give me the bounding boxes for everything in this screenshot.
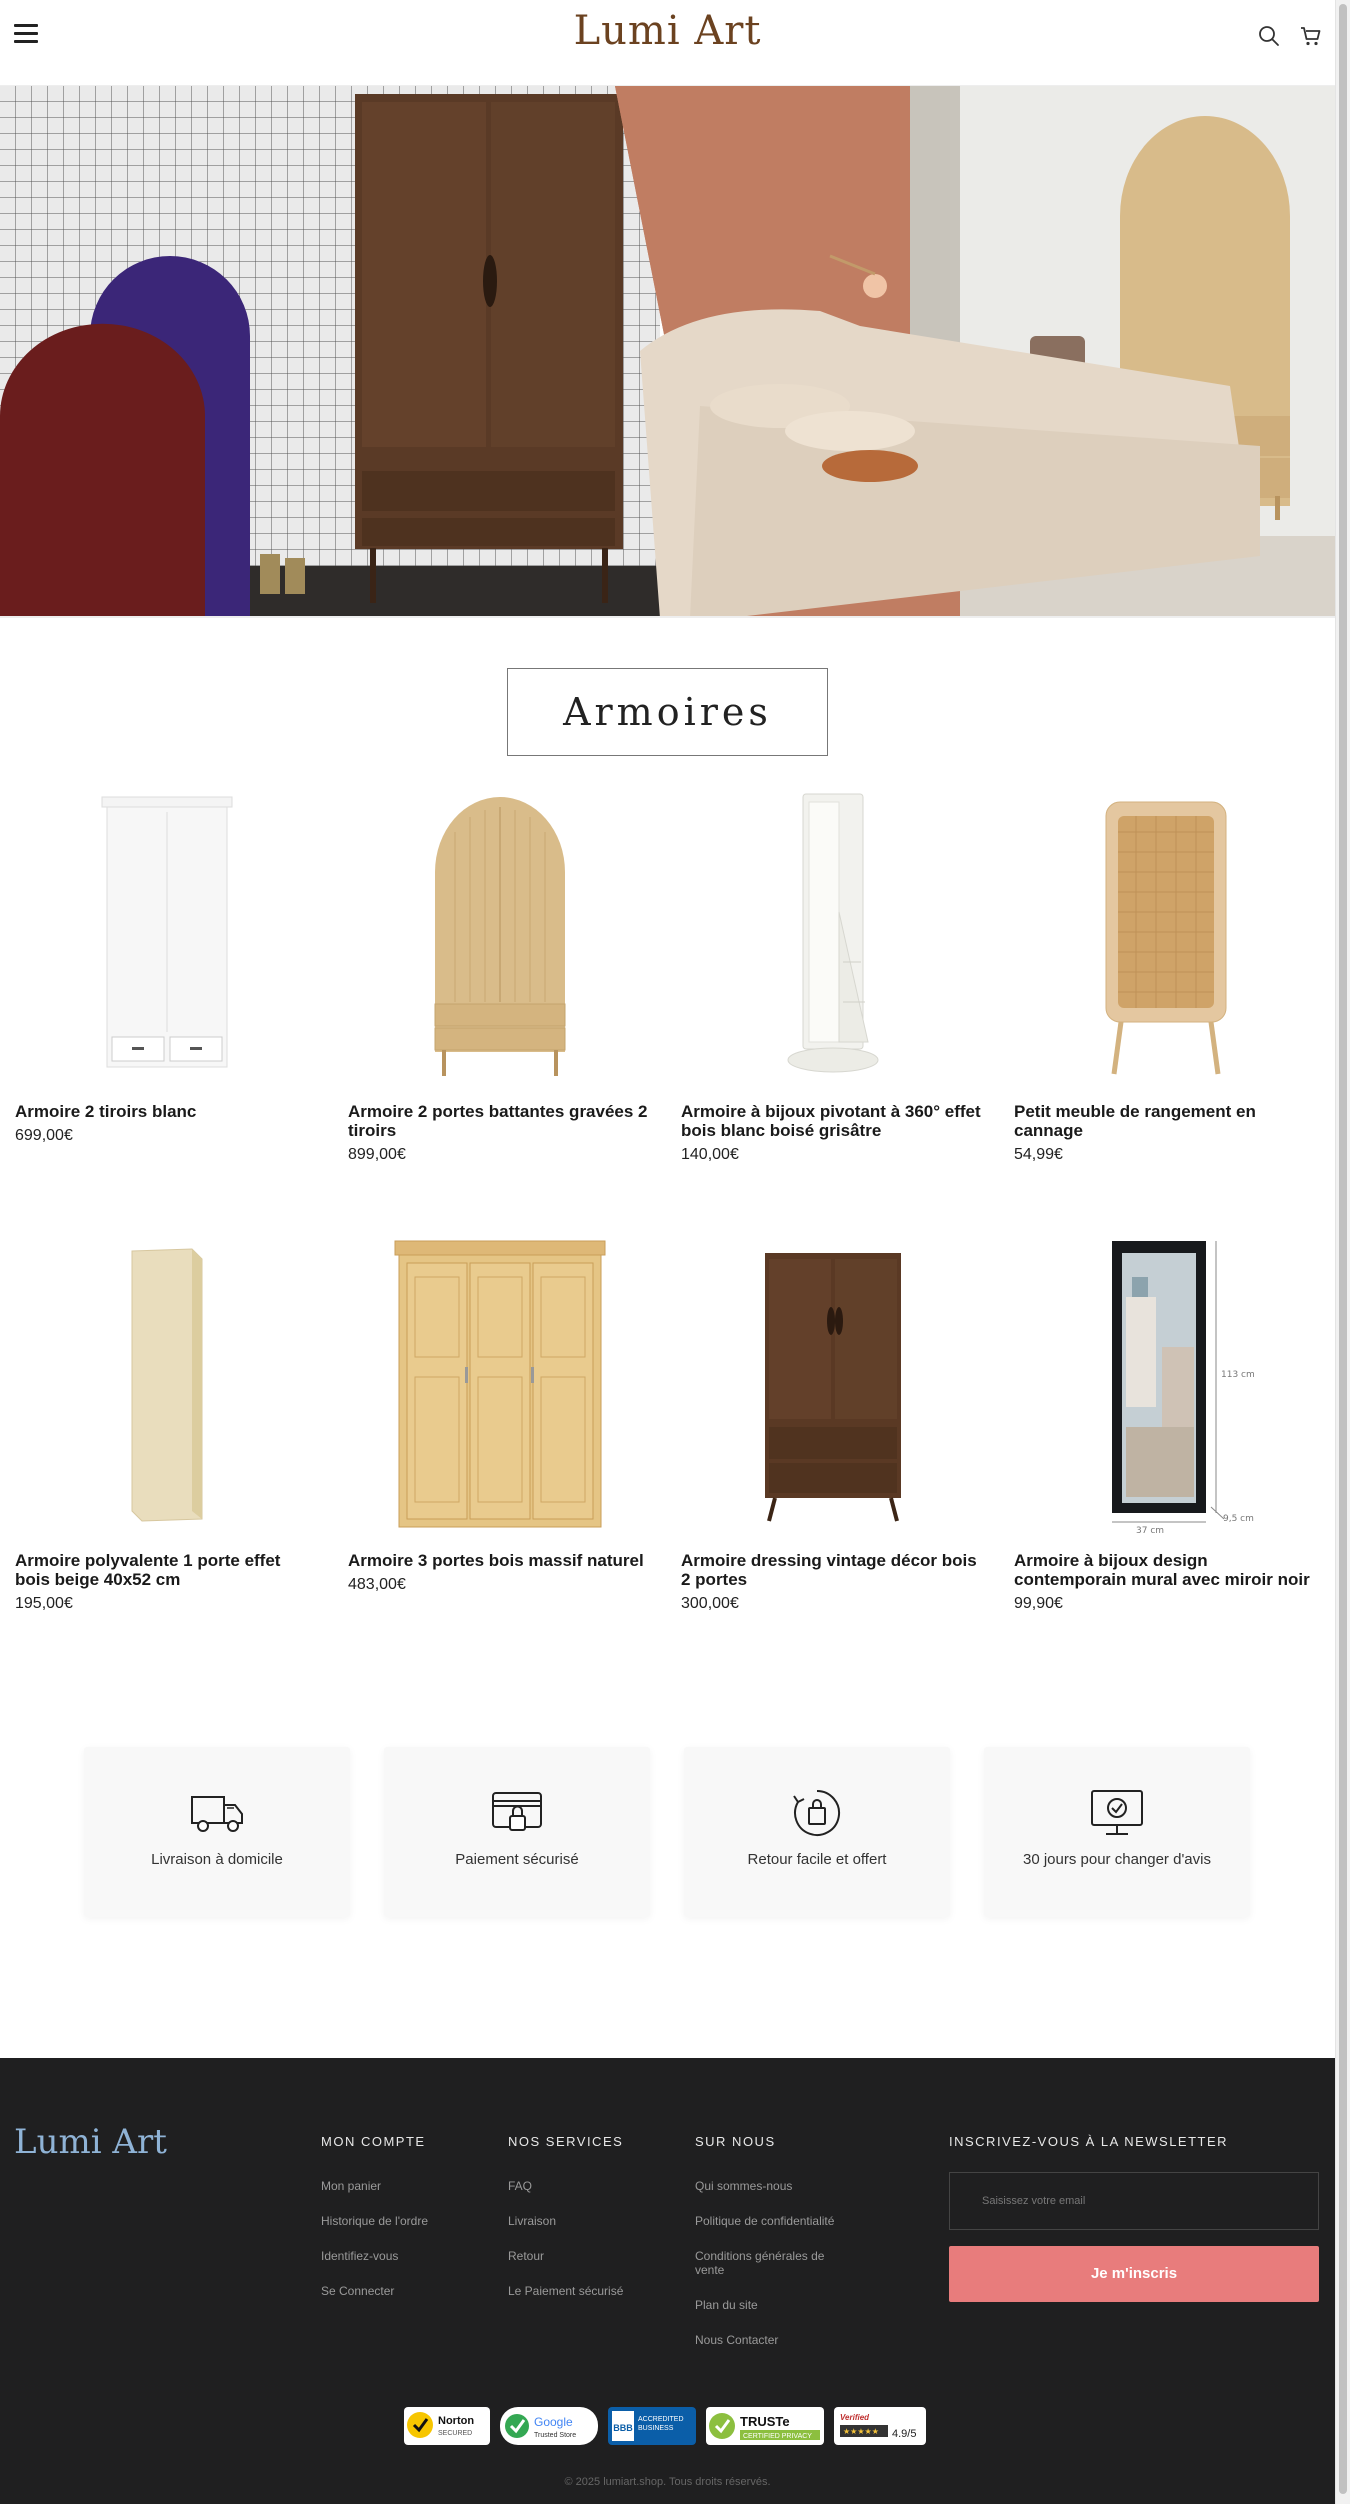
product-image[interactable] bbox=[15, 788, 318, 1086]
svg-text:BBB: BBB bbox=[613, 2423, 633, 2433]
product-image[interactable] bbox=[1014, 788, 1317, 1086]
site-logo[interactable]: Lumi Art bbox=[573, 8, 762, 54]
bbb-badge bbox=[608, 2407, 696, 2445]
product-card[interactable] bbox=[666, 1237, 999, 1707]
truck-icon bbox=[189, 1789, 245, 1837]
footer-link[interactable]: Qui sommes-nous bbox=[695, 2179, 793, 2193]
google-sub-text: Trusted Store bbox=[534, 2432, 577, 2439]
cart-icon[interactable] bbox=[1299, 24, 1323, 48]
feature-change-mind bbox=[984, 1747, 1250, 1917]
product-image[interactable] bbox=[681, 788, 984, 1086]
norton-text: Norton bbox=[438, 2415, 475, 2427]
dimension-depth-label: 9,5 cm bbox=[1222, 1514, 1254, 1524]
newsletter-subscribe-button[interactable]: Je m'inscris bbox=[949, 2246, 1319, 2302]
site-header bbox=[0, 0, 1335, 86]
product-image[interactable] bbox=[348, 788, 651, 1086]
dimension-height-label: 113 cm bbox=[1220, 1370, 1255, 1380]
norton-sub-text: SECURED bbox=[438, 2430, 473, 2437]
product-price: 300,00€ bbox=[681, 1595, 739, 1612]
footer-col-title: SUR NOUS bbox=[695, 2134, 776, 2149]
feature-label: Livraison à domicile bbox=[151, 1851, 283, 1868]
return-bag-icon bbox=[789, 1789, 845, 1837]
verified-reviews-badge bbox=[834, 2407, 926, 2445]
product-card[interactable] bbox=[0, 788, 333, 1237]
page-scrollbar[interactable] bbox=[1335, 0, 1350, 2504]
monitor-check-icon bbox=[1089, 1789, 1145, 1837]
newsletter-email-input[interactable]: Saisissez votre email bbox=[949, 2172, 1319, 2230]
product-name[interactable]: Armoire 2 tiroirs blanc bbox=[15, 1102, 197, 1121]
product-name[interactable]: Armoire à bijoux pivotant à 360° effet bois blanc boisé grisâtre bbox=[681, 1102, 981, 1140]
footer-link[interactable]: Identifiez-vous bbox=[321, 2249, 399, 2263]
product-card[interactable] bbox=[666, 788, 999, 1237]
product-name[interactable]: Armoire polyvalente 1 porte effet bois beige 40x52 cm bbox=[15, 1551, 281, 1589]
hero-banner bbox=[0, 86, 1335, 618]
truste-sub-text: CERTIFIED PRIVACY bbox=[743, 2433, 812, 2440]
norton-badge bbox=[404, 2407, 490, 2445]
dimension-width-label: 37 cm bbox=[1135, 1526, 1164, 1535]
footer-link[interactable]: Se Connecter bbox=[321, 2284, 395, 2298]
feature-payment bbox=[384, 1747, 650, 1917]
category-title: Armoires bbox=[507, 668, 828, 756]
footer-link[interactable]: Livraison bbox=[508, 2214, 557, 2228]
svg-text:★★★★★: ★★★★★ bbox=[843, 2427, 879, 2436]
feature-label: Retour facile et offert bbox=[747, 1851, 887, 1868]
product-card[interactable] bbox=[333, 1237, 666, 1707]
newsletter-title: INSCRIVEZ-VOUS À LA NEWSLETTER bbox=[949, 2134, 1229, 2149]
scrollbar-thumb[interactable] bbox=[1339, 4, 1347, 2494]
product-price: 483,00€ bbox=[348, 1576, 406, 1593]
footer-link[interactable]: Conditions générales de vente bbox=[695, 2249, 825, 2277]
rating-value: 4.9/5 bbox=[892, 2428, 917, 2440]
footer-link[interactable]: Le Paiement sécurisé bbox=[508, 2284, 624, 2298]
footer-link[interactable]: FAQ bbox=[508, 2179, 533, 2193]
footer-link[interactable]: Plan du site bbox=[695, 2298, 758, 2312]
search-icon[interactable] bbox=[1257, 24, 1281, 48]
product-card[interactable] bbox=[999, 1237, 1332, 1707]
verified-text: Verified bbox=[840, 2413, 870, 2422]
product-image[interactable] bbox=[1014, 1237, 1317, 1535]
feature-return bbox=[684, 1747, 950, 1917]
footer-logo[interactable]: Lumi Art bbox=[14, 2122, 167, 2162]
footer-link[interactable]: Historique de l'ordre bbox=[321, 2214, 429, 2228]
product-price: 699,00€ bbox=[15, 1127, 73, 1144]
google-trusted-badge bbox=[500, 2407, 598, 2445]
google-text: Google bbox=[534, 2415, 573, 2429]
footer-col-title: NOS SERVICES bbox=[508, 2134, 624, 2149]
product-name[interactable]: Armoire 3 portes bois massif naturel bbox=[348, 1551, 644, 1570]
service-features bbox=[0, 1707, 1335, 2092]
footer-col-about bbox=[695, 2134, 835, 2368]
feature-delivery bbox=[84, 1747, 350, 1917]
product-price: 899,00€ bbox=[348, 1146, 406, 1163]
bbb-text: ACCREDITED BUSINESS bbox=[638, 2416, 684, 2432]
product-price: 140,00€ bbox=[681, 1146, 739, 1163]
footer-link[interactable]: Nous Contacter bbox=[695, 2333, 779, 2347]
copyright: © 2025 lumiart.shop. Tous droits réservés. bbox=[564, 2476, 771, 2488]
site-footer bbox=[0, 2058, 1335, 2504]
footer-col-title: MON COMPTE bbox=[321, 2134, 426, 2149]
product-grid bbox=[0, 788, 1335, 1707]
footer-col-account bbox=[321, 2134, 428, 2319]
product-name[interactable]: Armoire à bijoux design contemporain mural avec miroir noir bbox=[1014, 1551, 1310, 1589]
footer-col-services bbox=[508, 2134, 623, 2319]
footer-link[interactable]: Retour bbox=[508, 2249, 545, 2263]
product-image[interactable] bbox=[15, 1237, 318, 1535]
product-price: 99,90€ bbox=[1014, 1595, 1063, 1612]
secure-card-icon bbox=[489, 1789, 545, 1837]
truste-text: TRUSTe bbox=[740, 2414, 790, 2429]
feature-label: Paiement sécurisé bbox=[455, 1851, 579, 1868]
product-card[interactable] bbox=[333, 788, 666, 1237]
product-name[interactable]: Petit meuble de rangement en cannage bbox=[1014, 1102, 1256, 1140]
product-card[interactable] bbox=[999, 788, 1332, 1237]
product-image[interactable] bbox=[681, 1237, 984, 1535]
product-name[interactable]: Armoire 2 portes battantes gravées 2 tiroirs bbox=[348, 1102, 648, 1140]
product-name[interactable]: Armoire dressing vintage décor bois 2 portes bbox=[681, 1551, 977, 1589]
product-image[interactable] bbox=[348, 1237, 651, 1535]
product-price: 54,99€ bbox=[1014, 1146, 1063, 1163]
feature-label: 30 jours pour changer d'avis bbox=[1023, 1851, 1211, 1868]
truste-badge bbox=[706, 2407, 824, 2445]
category-header bbox=[0, 618, 1335, 788]
product-price: 195,00€ bbox=[15, 1595, 73, 1612]
footer-link[interactable]: Mon panier bbox=[321, 2179, 382, 2193]
footer-link[interactable]: Politique de confidentialité bbox=[695, 2214, 835, 2228]
hero-image bbox=[0, 86, 1335, 618]
product-card[interactable] bbox=[0, 1237, 333, 1707]
